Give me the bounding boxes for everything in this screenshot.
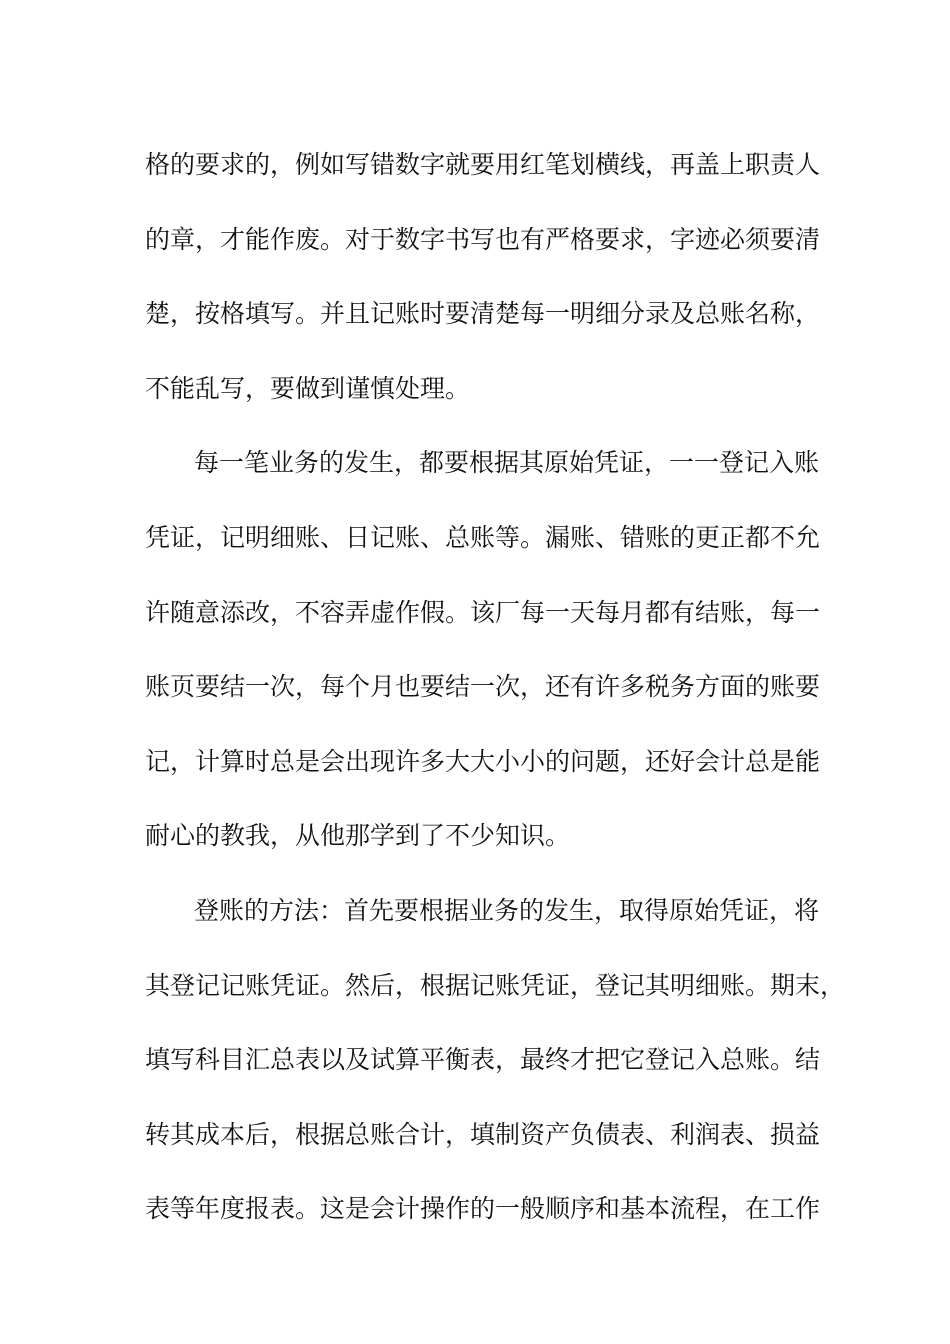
- text-line-paragraph-start: 每一笔业务的发生，都要根据其原始凭证，一一登记入账: [194, 448, 820, 478]
- text-line: 凭证，记明细账、日记账、总账等。漏账、错账的更正都不允: [145, 522, 821, 552]
- text-line: 表等年度报表。这是会计操作的一般顺序和基本流程，在工作: [145, 1194, 821, 1224]
- text-line: 耐心的教我，从他那学到了不少知识。: [145, 821, 571, 851]
- text-line: 不能乱写，要做到谨慎处理。: [145, 373, 471, 403]
- body-text: [145, 128, 846, 1247]
- text-line: 填写科目汇总表以及试算平衡表，最终才把它登记入总账。结: [145, 1045, 821, 1075]
- text-line: 账页要结一次，每个月也要结一次，还有许多税务方面的账要: [145, 672, 821, 702]
- text-line: 转其成本后，根据总账合计，填制资产负债表、利润表、损益: [145, 1119, 821, 1149]
- text-line: 许随意添改，不容弄虚作假。该厂每一天每月都有结账，每一: [145, 597, 821, 627]
- text-line-paragraph-start: 登账的方法：首先要根据业务的发生，取得原始凭证，将: [194, 895, 820, 925]
- text-line: 格的要求的，例如写错数字就要用红笔划横线，再盖上职责人: [145, 150, 821, 179]
- text-line: 的章，才能作废。对于数字书写也有严格要求，字迹必须要清: [145, 224, 821, 254]
- text-line: 楚，按格填写。并且记账时要清楚每一明细分录及总账名称，: [145, 299, 821, 329]
- text-line: 其登记记账凭证。然后，根据记账凭证，登记其明细账。期末，: [145, 970, 846, 1000]
- text-line: 记，计算时总是会出现许多大大小小的问题，还好会计总是能: [145, 746, 821, 776]
